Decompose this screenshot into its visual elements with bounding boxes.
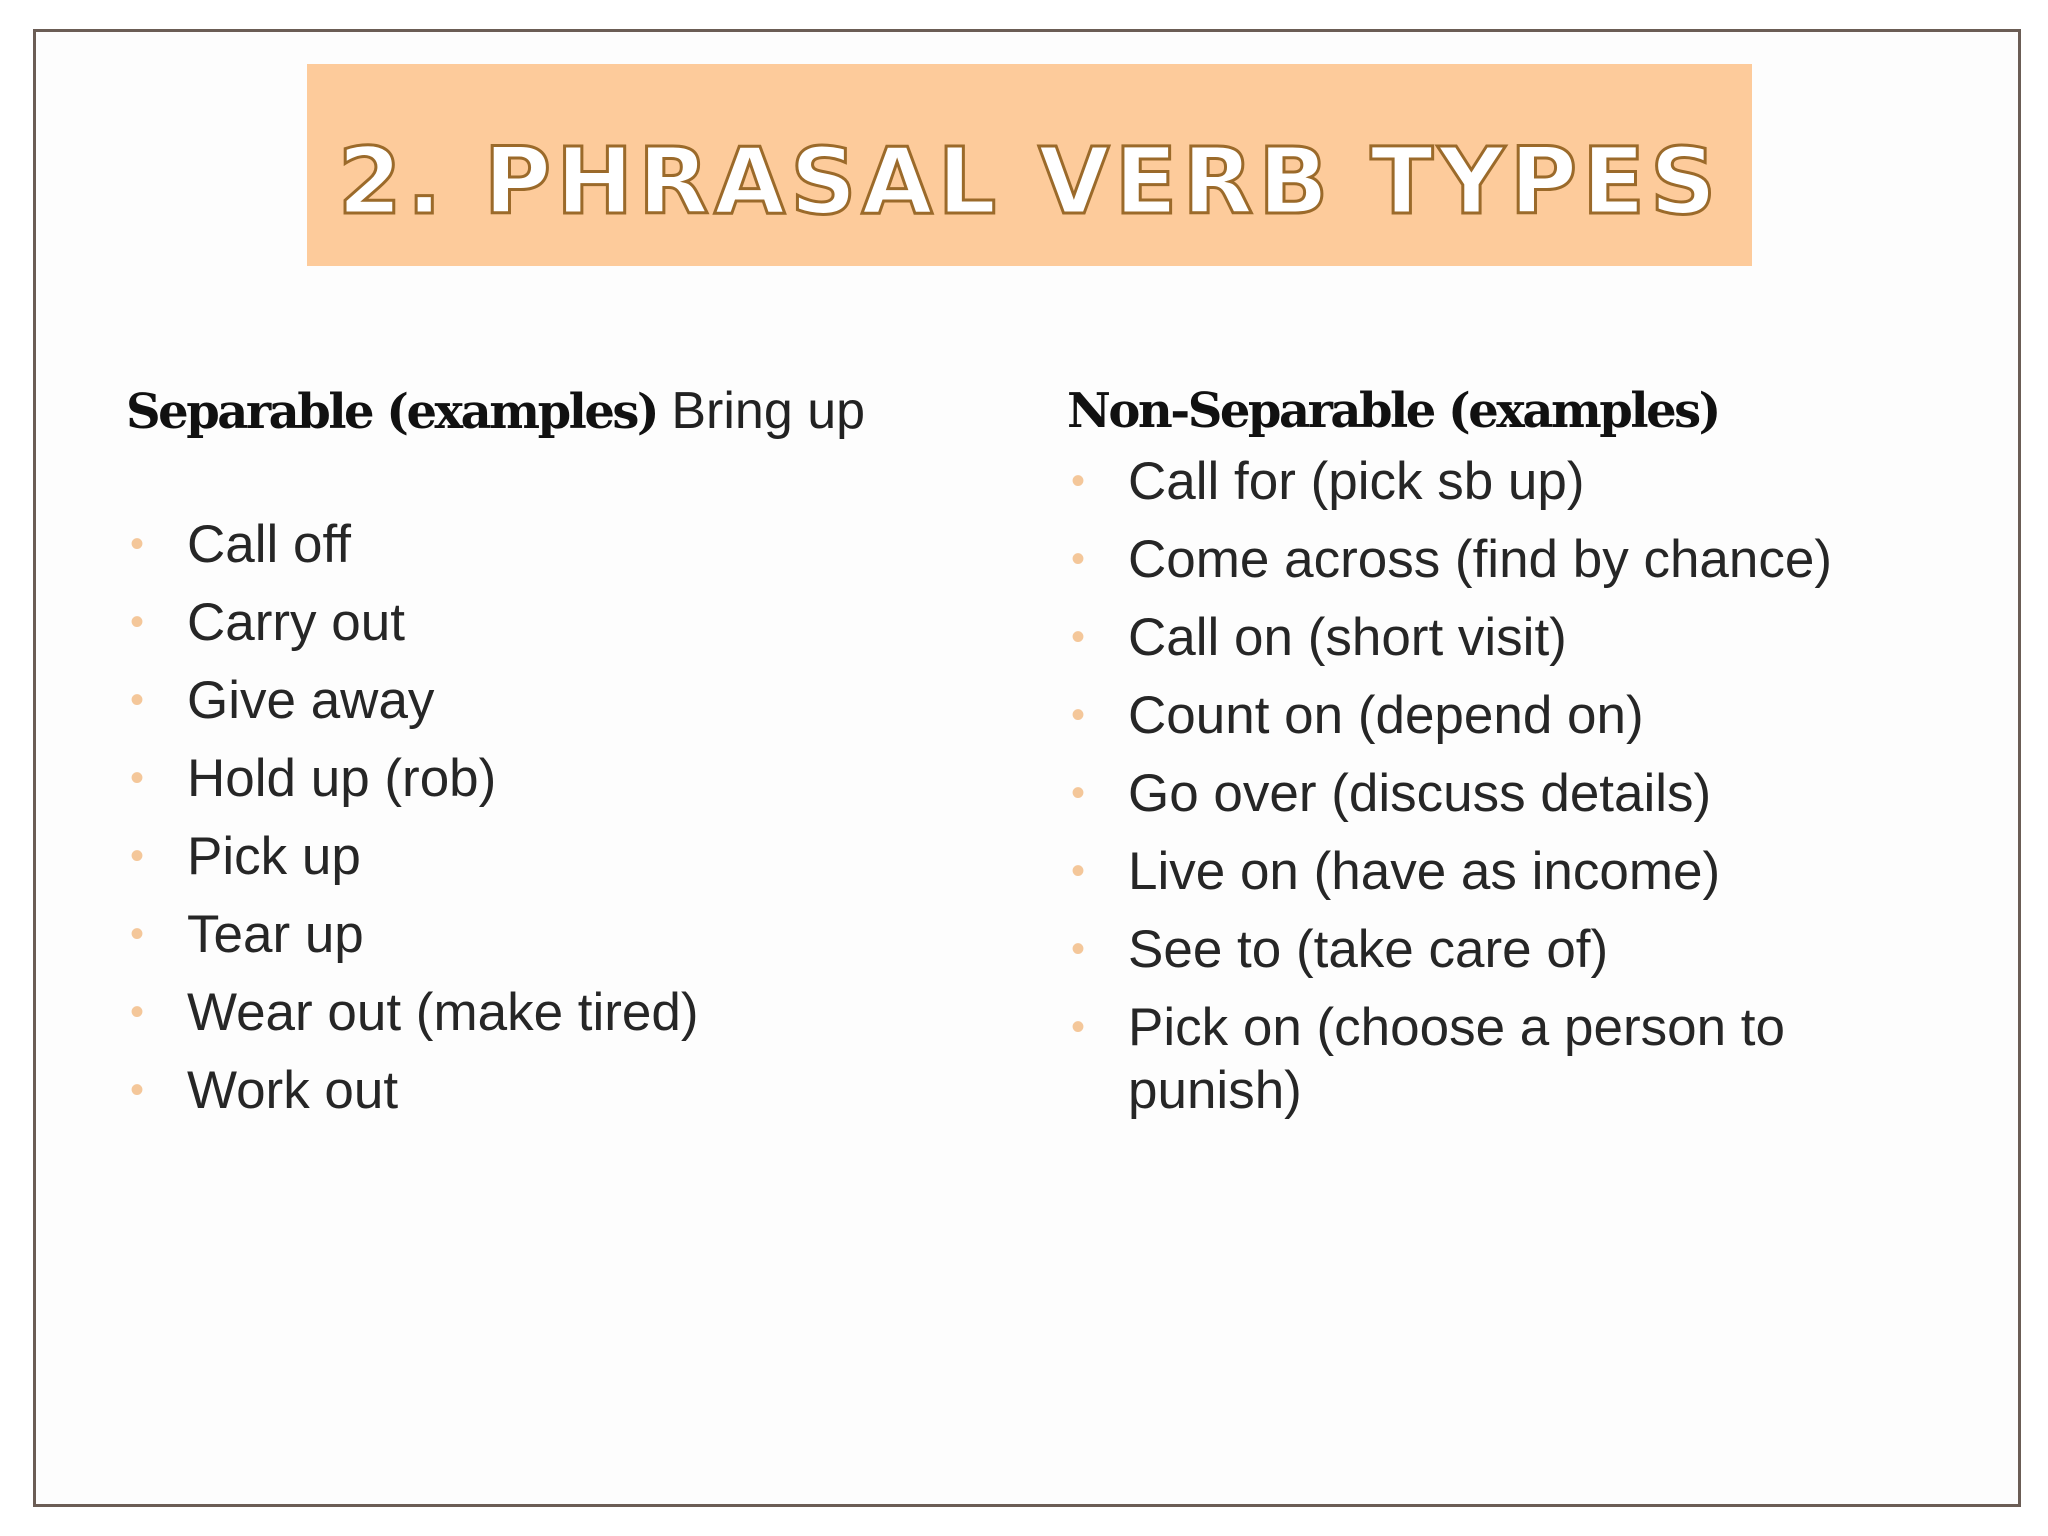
list-item: • Wear out (make tired) xyxy=(130,983,699,1042)
list-item: • Carry out xyxy=(130,593,405,652)
bullet-icon: • xyxy=(130,522,145,566)
bullet-icon: • xyxy=(130,1068,145,1112)
list-item: • Call for (pick sb up) xyxy=(1071,452,1585,511)
separable-heading-extra: Bring up xyxy=(671,382,866,440)
separable-heading-label: Separable (examples) xyxy=(126,384,658,440)
list-item: • Live on (have as income) xyxy=(1071,842,1721,901)
separable-heading xyxy=(126,372,1026,451)
separable-column xyxy=(126,372,1026,1137)
bullet-icon: • xyxy=(130,834,145,878)
non-separable-column xyxy=(1067,372,1967,1137)
list-item: • Call on (short visit) xyxy=(1071,608,1567,667)
list-item: • Pick up xyxy=(130,827,361,886)
list-item: • Count on (depend on) xyxy=(1071,686,1644,745)
bullet-icon: • xyxy=(130,678,145,722)
separable-list xyxy=(126,513,1026,1122)
bullet-icon: • xyxy=(1071,615,1086,659)
bullet-icon: • xyxy=(130,756,145,800)
list-item: • Tear up xyxy=(130,905,364,964)
list-item: • Work out xyxy=(130,1061,399,1120)
bullet-icon: • xyxy=(1071,693,1086,737)
bullet-icon: • xyxy=(1071,1005,1086,1049)
list-item: • Hold up (rob) xyxy=(130,749,497,808)
bullet-icon: • xyxy=(1071,927,1086,971)
slide-title: 2. PHRASAL VERB TYPES xyxy=(337,127,1722,235)
list-item: • Pick on (choose a person to punish) xyxy=(1071,998,1785,1120)
list-item: • Call off xyxy=(130,515,351,574)
bullet-icon: • xyxy=(1071,849,1086,893)
bullet-icon: • xyxy=(1071,459,1086,503)
non-separable-heading: Non-Separable (examples) xyxy=(1067,383,1719,439)
slide xyxy=(33,29,2021,1507)
list-item: • See to (take care of) xyxy=(1071,920,1609,979)
list-item: • Go over (discuss details) xyxy=(1071,764,1712,823)
bullet-icon: • xyxy=(130,600,145,644)
bullet-icon: • xyxy=(130,990,145,1034)
non-separable-list xyxy=(1067,450,1967,1122)
list-item: • Give away xyxy=(130,671,435,730)
title-band xyxy=(307,64,1752,266)
bullet-icon: • xyxy=(1071,537,1086,581)
bullet-icon: • xyxy=(1071,771,1086,815)
bullet-icon: • xyxy=(130,912,145,956)
list-item: • Come across (find by chance) xyxy=(1071,530,1833,589)
